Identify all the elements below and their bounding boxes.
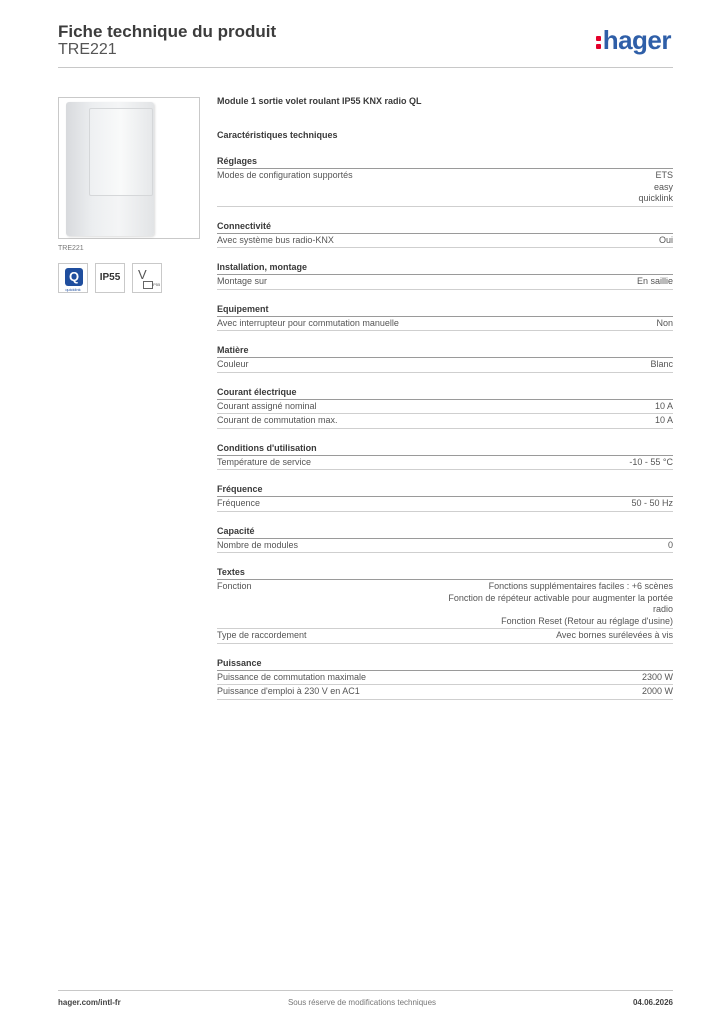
spec-value: [638, 170, 673, 205]
spec-sections: [217, 155, 673, 700]
installation-badge-label: IP55: [152, 282, 161, 287]
spec-value-line: Non: [656, 317, 673, 328]
spec-section: [217, 483, 673, 512]
document-title: Fiche technique du produit: [58, 22, 277, 41]
spec-value-line: quicklink: [638, 193, 673, 203]
footer-divider: [58, 990, 673, 991]
spec-value-line: 0: [667, 539, 673, 550]
spec-row: [217, 685, 673, 700]
specs-title: Caractéristiques techniques: [217, 130, 338, 140]
spec-value: [668, 540, 673, 552]
spec-section: [217, 220, 673, 249]
spec-value-line: Oui: [658, 234, 673, 245]
spec-section: [217, 657, 673, 700]
quicklink-badge: [58, 263, 88, 293]
spec-section: [217, 442, 673, 471]
spec-section: [217, 303, 673, 332]
spec-section-title: Conditions d'utilisation: [217, 442, 673, 456]
spec-value-line: 2000 W: [641, 686, 673, 696]
spec-value-line: 10 A: [654, 415, 673, 425]
spec-row: [217, 671, 673, 686]
spec-row: [217, 169, 673, 207]
spec-section: [217, 386, 673, 429]
hager-logo: [596, 25, 671, 56]
quicklink-badge-label: quicklink: [65, 287, 81, 292]
spec-value-line: 50 - 50 Hz: [631, 498, 673, 508]
spec-value: [629, 457, 673, 469]
spec-row: [217, 497, 673, 512]
spec-value-line: Avec bornes surélevées à vis: [556, 630, 673, 640]
spec-label: Avec système bus radio-KNX: [217, 234, 334, 245]
spec-value-line: Fonction de répéteur activable pour augmenter la portée: [448, 592, 673, 603]
spec-label: Puissance d'emploi à 230 V en AC1: [217, 686, 360, 696]
spec-section: [217, 344, 673, 373]
spec-section-title: Fréquence: [217, 483, 673, 497]
spec-value: [631, 498, 673, 510]
spec-label: Nombre de modules: [217, 539, 299, 550]
product-reference: TRE221: [58, 41, 117, 58]
spec-section-title: Equipement: [217, 303, 673, 317]
spec-label: Courant de commutation max.: [217, 415, 338, 425]
spec-label: Type de raccordement: [217, 630, 307, 640]
spec-section: [217, 261, 673, 290]
spec-value-line: easy: [653, 181, 673, 192]
installation-badge: [132, 263, 162, 293]
product-specs: [217, 96, 673, 700]
spec-value-line: ETS: [655, 170, 673, 180]
spec-value-line: Fonctions supplémentaires faciles : +6 scènes: [488, 581, 673, 591]
spec-label: Température de service: [217, 456, 312, 467]
spec-section-title: Connectivité: [217, 220, 673, 234]
spec-section-title: Courant électrique: [217, 386, 673, 400]
spec-section-title: Installation, montage: [217, 261, 673, 275]
spec-row: [217, 400, 673, 415]
spec-row: [217, 275, 673, 290]
spec-value: [642, 686, 673, 698]
spec-label: Montage sur: [217, 276, 268, 286]
spec-value-line: Fonction Reset (Retour au réglage d'usine): [501, 615, 673, 626]
spec-value-line: 10 A: [654, 400, 673, 411]
footer-website: hager.com/intl-fr: [58, 998, 121, 1007]
page-header: [58, 22, 673, 68]
ip-rating-label: IP55: [99, 272, 121, 283]
device-illustration: [66, 102, 154, 236]
product-image-caption: TRE221: [58, 245, 84, 252]
spec-label: Couleur: [217, 359, 249, 369]
spec-value: [556, 630, 673, 642]
quicklink-icon: Q: [65, 268, 83, 286]
footer-date: 04.06.2026: [632, 998, 673, 1007]
spec-value: [659, 235, 673, 247]
ip-rating-badge: [95, 263, 125, 293]
spec-label: Puissance de commutation maximale: [217, 671, 367, 682]
spec-section-title: Matière: [217, 344, 673, 358]
spec-row: [217, 629, 673, 644]
spec-label: Avec interrupteur pour commutation manuelle: [217, 317, 399, 328]
spec-label: Courant assigné nominal: [217, 400, 317, 411]
spec-label: Modes de configuration supportés: [217, 170, 353, 180]
spec-row: [217, 580, 673, 629]
spec-section-title: Réglages: [217, 155, 673, 169]
product-name: Module 1 sortie volet roulant IP55 KNX radio QL: [217, 96, 422, 106]
spec-section: [217, 155, 673, 207]
spec-section-title: Textes: [217, 566, 673, 580]
spec-value-line: Blanc: [650, 359, 673, 369]
spec-value: [655, 415, 673, 427]
spec-value-line: 2300 W: [641, 671, 673, 682]
spec-section-title: Capacité: [217, 525, 673, 539]
product-image: [58, 97, 200, 239]
spec-value: [637, 276, 673, 288]
spec-section: [217, 525, 673, 554]
spec-label: Fonction: [217, 581, 252, 591]
spec-value: [655, 401, 673, 413]
logo-dots-icon: [596, 33, 601, 52]
spec-value: [650, 359, 673, 371]
footer-notice: Sous réserve de modifications techniques: [287, 998, 437, 1007]
spec-value: [448, 581, 673, 627]
spec-row: [217, 539, 673, 554]
installation-icon: V: [138, 267, 147, 282]
spec-value-line: -10 - 55 °C: [629, 456, 673, 467]
spec-row: [217, 317, 673, 332]
spec-value-line: radio: [652, 604, 673, 614]
spec-value: [656, 318, 673, 330]
spec-row: [217, 234, 673, 249]
spec-section-title: Puissance: [217, 657, 673, 671]
spec-section: [217, 566, 673, 644]
header-divider: [58, 67, 673, 68]
spec-row: [217, 456, 673, 471]
spec-value: [642, 672, 673, 684]
logo-text: hager: [602, 25, 671, 55]
spec-value-line: En saillie: [636, 276, 673, 286]
spec-label: Fréquence: [217, 498, 261, 508]
spec-row: [217, 414, 673, 429]
spec-row: [217, 358, 673, 373]
